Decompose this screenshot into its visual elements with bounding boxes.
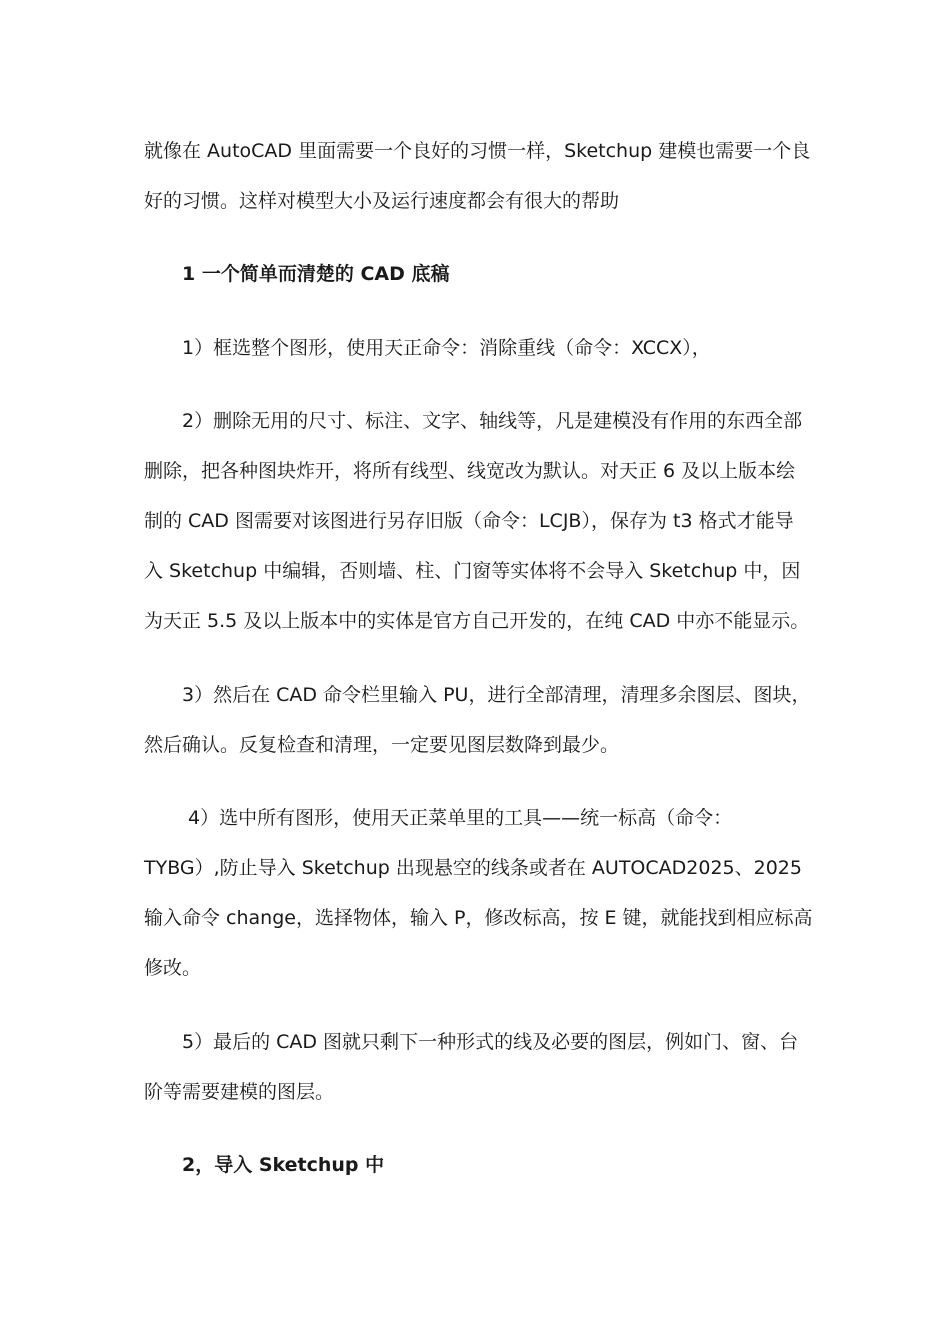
step-5-line-2: 阶等需要建模的图层。 <box>144 1081 335 1103</box>
step-2-line-4: 入 Sketchup 中编辑，否则墙、柱、门窗等实体将不会导入 Sketchup 中，因 <box>144 560 801 582</box>
section-2-heading: 2，导入 Sketchup 中 <box>182 1154 385 1176</box>
step-2-line-5: 为天正 5.5 及以上版本中的实体是官方自己开发的，在纯 CAD 中亦不能显示。 <box>144 610 810 632</box>
step-2-line-3: 制的 CAD 图需要对该图进行另存旧版（命令：LCJB），保存为 t3 格式才能导 <box>144 510 794 532</box>
step-4-line-3: 输入命令 change，选择物体，输入 P，修改标高，按 E 键，就能找到相应标高 <box>144 907 813 929</box>
section-1-heading: 1 一个简单而清楚的 CAD 底稿 <box>182 263 450 285</box>
step-3-line-1: 3）然后在 CAD 命令栏里输入 PU，进行全部清理，清理多余图层、图块， <box>182 684 811 706</box>
intro-line-2: 好的习惯。这样对模型大小及运行速度都会有很大的帮助 <box>144 190 620 212</box>
step-2-line-1: 2）删除无用的尺寸、标注、文字、轴线等，凡是建模没有作用的东西全部 <box>182 410 803 432</box>
step-3-line-2: 然后确认。反复检查和清理，一定要见图层数降到最少。 <box>144 734 620 756</box>
step-4-line-1: 4）选中所有图形，使用天正菜单里的工具——统一标高（命令： <box>188 807 733 829</box>
step-2-line-2: 删除，把各种图块炸开，将所有线型、线宽改为默认。对天正 6 及以上版本绘 <box>144 460 796 482</box>
step-4-line-4: 修改。 <box>144 957 202 979</box>
step-5-line-1: 5）最后的 CAD 图就只剩下一种形式的线及必要的图层，例如门、窗、台 <box>182 1031 799 1053</box>
step-1-line-1: 1）框选整个图形，使用天正命令：消除重线（命令：XCCX）， <box>182 337 711 359</box>
step-4-line-2: TYBG）,防止导入 Sketchup 出现悬空的线条或者在 AUTOCAD2025、2025 <box>144 857 802 879</box>
intro-line-1: 就像在 AutoCAD 里面需要一个良好的习惯一样，Sketchup 建模也需要一个良 <box>144 140 811 162</box>
